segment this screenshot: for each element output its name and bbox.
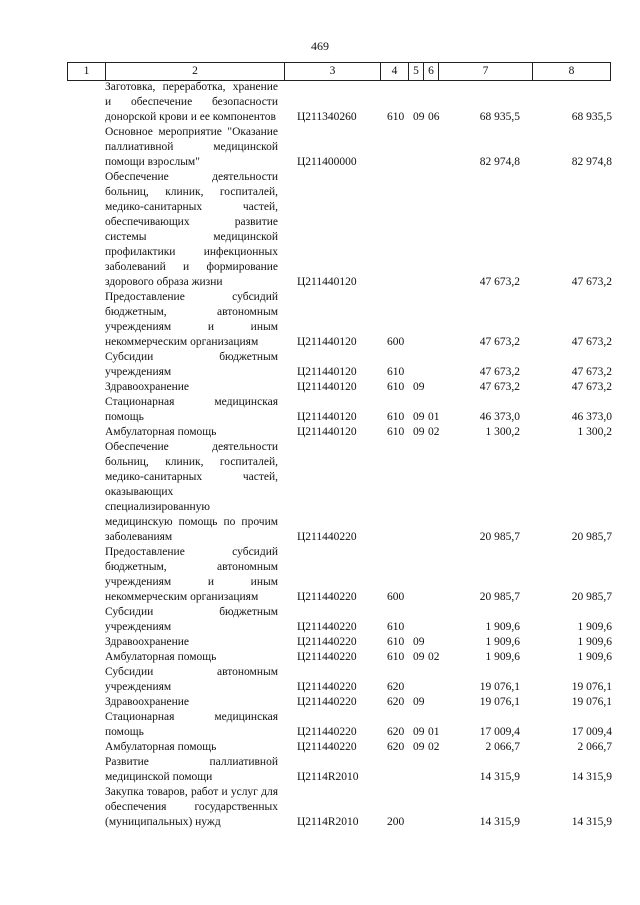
row-name: Амбулаторная помощь	[105, 741, 217, 753]
table-body	[0, 80, 640, 830]
row-expense-type: 620	[387, 741, 405, 753]
row-expense-type: 610	[387, 426, 405, 438]
row-amount-col7: 47 673,2	[479, 381, 520, 393]
header-col-4: 4	[380, 63, 408, 80]
table-row	[0, 290, 640, 350]
row-amount-col7: 47 673,2	[479, 336, 520, 348]
row-amount-col8: 14 315,9	[571, 771, 612, 783]
row-name: Субсидии автономным учреждениям	[105, 666, 278, 693]
row-target-code: Ц2114R2010	[297, 816, 359, 828]
row-subsection: 06	[428, 111, 440, 123]
row-amount-col8: 1 909,6	[577, 651, 612, 663]
table-row	[0, 170, 640, 290]
header-col-1: 1	[67, 63, 105, 80]
row-expense-type: 620	[387, 681, 405, 693]
row-expense-type: 620	[387, 726, 405, 738]
header-col-3: 3	[284, 63, 380, 80]
row-amount-col8: 1 909,6	[577, 636, 612, 648]
row-amount-col8: 14 315,9	[571, 816, 612, 828]
row-target-code: Ц211440120	[297, 276, 357, 288]
row-expense-type: 600	[387, 591, 405, 603]
row-section: 09	[413, 726, 425, 738]
row-amount-col8: 19 076,1	[571, 681, 612, 693]
row-name: Амбулаторная помощь	[105, 651, 217, 663]
row-amount-col7: 1 300,2	[485, 426, 520, 438]
row-expense-type: 610	[387, 411, 405, 423]
row-name: Здравоохранение	[105, 381, 190, 393]
row-amount-col8: 82 974,8	[571, 156, 612, 168]
row-amount-col7: 46 373,0	[479, 411, 520, 423]
row-amount-col8: 20 985,7	[571, 591, 612, 603]
row-target-code: Ц211440220	[297, 636, 357, 648]
row-amount-col7: 47 673,2	[479, 276, 520, 288]
row-name: Предоставление субсидий бюджетным, автономным учреждениям и иным некоммерческим организациям	[105, 291, 278, 348]
row-target-code: Ц211440220	[297, 726, 357, 738]
row-target-code: Ц211440220	[297, 651, 357, 663]
table-row	[0, 755, 640, 785]
row-name: Обеспечение деятельности больниц, клиник, госпиталей, медико-санитарных частей, обеспечивающих развитие системы медицинской профилактики инфекционных заболеваний и формирование здорового образа жизни	[105, 171, 278, 288]
table-row	[0, 665, 640, 695]
row-target-code: Ц211440220	[297, 621, 357, 633]
row-amount-col8: 19 076,1	[571, 696, 612, 708]
table-row	[0, 395, 640, 425]
row-subsection: 01	[428, 726, 440, 738]
table-row	[0, 650, 640, 665]
row-amount-col8: 68 935,5	[571, 111, 612, 123]
table-row	[0, 740, 640, 755]
row-amount-col8: 46 373,0	[571, 411, 612, 423]
table-row	[0, 125, 640, 170]
table-row	[0, 635, 640, 650]
row-amount-col8: 47 673,2	[571, 276, 612, 288]
row-amount-col7: 17 009,4	[479, 726, 520, 738]
row-expense-type: 610	[387, 651, 405, 663]
header-col-7: 7	[438, 63, 532, 80]
row-target-code: Ц2114R2010	[297, 771, 359, 783]
row-amount-col7: 20 985,7	[479, 591, 520, 603]
table-row	[0, 380, 640, 395]
row-name: Основное мероприятие "Оказание паллиативной медицинской помощи взрослым"	[105, 126, 278, 168]
row-amount-col7: 14 315,9	[479, 816, 520, 828]
table-row	[0, 545, 640, 605]
row-name: Стационарная медицинская помощь	[105, 396, 278, 423]
row-amount-col8: 17 009,4	[571, 726, 612, 738]
row-amount-col8: 47 673,2	[571, 381, 612, 393]
page-number: 469	[311, 39, 329, 53]
row-target-code: Ц211440120	[297, 426, 357, 438]
row-name: Субсидии бюджетным учреждениям	[105, 606, 278, 633]
row-name: Заготовка, переработка, хранение и обеспечение безопасности донорской крови и ее компонентов	[105, 81, 278, 123]
row-section: 09	[413, 111, 425, 123]
row-expense-type: 200	[387, 816, 405, 828]
row-subsection: 02	[428, 426, 440, 438]
row-section: 09	[413, 741, 425, 753]
row-amount-col7: 20 985,7	[479, 531, 520, 543]
table-row	[0, 695, 640, 710]
row-target-code: Ц211440220	[297, 531, 357, 543]
row-amount-col7: 19 076,1	[479, 681, 520, 693]
row-name: Стационарная медицинская помощь	[105, 711, 278, 738]
row-amount-col8: 47 673,2	[571, 336, 612, 348]
table-row	[0, 785, 640, 830]
row-amount-col7: 1 909,6	[485, 651, 520, 663]
row-name: Обеспечение деятельности больниц, клиник, госпиталей, медико-санитарных частей, оказывающих специализированную медицинскую помощь по прочим заболеваниям	[105, 441, 278, 543]
row-target-code: Ц211440120	[297, 336, 357, 348]
row-expense-type: 620	[387, 696, 405, 708]
row-section: 09	[413, 636, 425, 648]
table-row	[0, 710, 640, 740]
row-expense-type: 610	[387, 111, 405, 123]
row-amount-col7: 1 909,6	[485, 636, 520, 648]
row-amount-col7: 14 315,9	[479, 771, 520, 783]
row-target-code: Ц211440120	[297, 381, 357, 393]
row-target-code: Ц211440220	[297, 741, 357, 753]
row-name: Развитие паллиативной медицинской помощи	[105, 756, 278, 783]
row-amount-col7: 68 935,5	[479, 111, 520, 123]
row-target-code: Ц211400000	[297, 156, 357, 168]
table-header	[67, 62, 611, 81]
row-name: Закупка товаров, работ и услуг для обеспечения государственных (муниципальных) нужд	[105, 786, 278, 828]
row-target-code: Ц211440220	[297, 591, 357, 603]
row-target-code: Ц211340260	[297, 111, 357, 123]
row-amount-col7: 82 974,8	[479, 156, 520, 168]
row-amount-col8: 20 985,7	[571, 531, 612, 543]
row-target-code: Ц211440120	[297, 411, 357, 423]
row-name: Здравоохранение	[105, 696, 190, 708]
row-target-code: Ц211440220	[297, 696, 357, 708]
table-row	[0, 350, 640, 380]
row-target-code: Ц211440120	[297, 366, 357, 378]
row-name: Здравоохранение	[105, 636, 190, 648]
header-col-6: 6	[423, 63, 438, 80]
row-section: 09	[413, 696, 425, 708]
row-amount-col8: 2 066,7	[577, 741, 612, 753]
row-name: Предоставление субсидий бюджетным, автономным учреждениям и иным некоммерческим организациям	[105, 546, 278, 603]
row-expense-type: 610	[387, 621, 405, 633]
row-amount-col8: 47 673,2	[571, 366, 612, 378]
row-name: Амбулаторная помощь	[105, 426, 217, 438]
row-amount-col7: 2 066,7	[485, 741, 520, 753]
row-subsection: 02	[428, 651, 440, 663]
table-row	[0, 605, 640, 635]
row-expense-type: 610	[387, 381, 405, 393]
row-section: 09	[413, 411, 425, 423]
header-col-8: 8	[532, 63, 611, 80]
row-section: 09	[413, 426, 425, 438]
row-expense-type: 610	[387, 636, 405, 648]
row-amount-col8: 1 909,6	[577, 621, 612, 633]
row-section: 09	[413, 651, 425, 663]
table-row	[0, 80, 640, 125]
table-row	[0, 440, 640, 545]
row-section: 09	[413, 381, 425, 393]
row-subsection: 01	[428, 411, 440, 423]
row-subsection: 02	[428, 741, 440, 753]
row-amount-col7: 1 909,6	[485, 621, 520, 633]
row-amount-col7: 47 673,2	[479, 366, 520, 378]
row-target-code: Ц211440220	[297, 681, 357, 693]
row-name: Субсидии бюджетным учреждениям	[105, 351, 278, 378]
row-expense-type: 600	[387, 336, 405, 348]
table-row	[0, 425, 640, 440]
row-expense-type: 610	[387, 366, 405, 378]
header-col-5: 5	[408, 63, 423, 80]
row-amount-col8: 1 300,2	[577, 426, 612, 438]
header-col-2: 2	[105, 63, 284, 80]
row-amount-col7: 19 076,1	[479, 696, 520, 708]
